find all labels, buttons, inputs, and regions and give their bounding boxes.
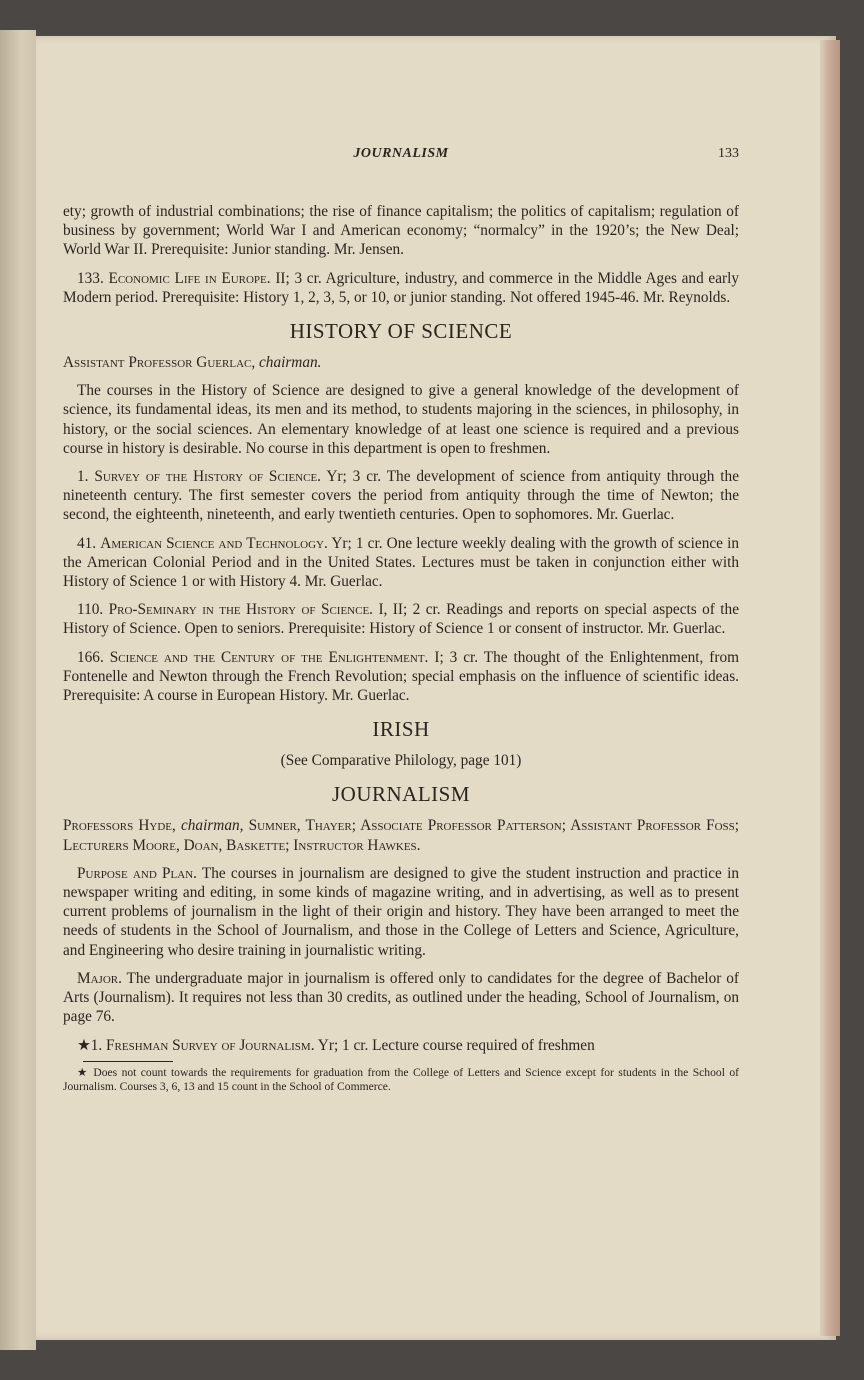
chair-name: Assistant Professor Guerlac,	[63, 354, 256, 372]
paragraph-continuation: ety; growth of industrial combinations; the rise of finance capitalism; the politics of capitalism; regulation of business by government; World War I and American economy; “normalcy” in the 1920’s; the New Deal; World War II. Prerequisite: Junior standing. Mr. Jensen.	[63, 203, 739, 259]
footnote	[63, 1066, 739, 1094]
chair-role: chairman.	[259, 354, 322, 372]
department-chair	[63, 353, 739, 372]
course-description: I; 3 cr. The thought of the Enlightenment, from Fontenelle and Newton through the French Revolution; special emphasis on the influence of scientific ideas. Prerequisite: A course in European History. Mr. Guerlac.	[63, 648, 740, 705]
course-number: 166.	[77, 648, 104, 666]
footnote-divider	[83, 1061, 173, 1062]
chair-role: chairman,	[180, 817, 244, 835]
course-number: ★1.	[77, 1036, 103, 1054]
course-description: Yr; 3 cr. The development of science from antiquity through the nineteenth century. The first semester covers the period from antiquity through the time of Newton; the second, the eighteenth, nineteenth, and early twentieth centuries. Open to sophomores. Mr. Guerlac.	[63, 468, 739, 524]
course-entry-166	[63, 648, 739, 706]
department-staff	[63, 816, 739, 854]
footnote-star: ★	[77, 1065, 89, 1079]
course-number: 133.	[77, 269, 104, 287]
major-label: Major.	[77, 969, 122, 987]
course-entry-110	[63, 600, 739, 638]
course-title: Survey of the History of Science.	[94, 468, 321, 486]
facing-page-edge	[0, 30, 36, 1350]
course-description: I, II; 2 cr. Readings and reports on special aspects of the History of Science. Open to seniors. Prerequisite: History of Science 1 or consent of instructor. Mr. Guerlac.	[63, 601, 739, 638]
section-heading-irish: IRISH	[372, 717, 430, 742]
running-title: JOURNALISM	[353, 146, 449, 161]
course-entry-41	[63, 534, 739, 592]
major-text: The undergraduate major in journalism is offered only to candidates for the degree of Bachelor of Arts (Journalism). It requires not less than 30 credits, as outlined under the heading, School of Journalism, on page 76.	[63, 969, 739, 1026]
course-number: 110.	[77, 601, 104, 619]
purpose-text: The courses in journalism are designed to give the student instruction and practice in newspaper writing and editing, in some kinds of magazine writing, and in advertising, as well as to present current problems of journalism in the light of their origin and history. They have been arranged to meet the needs of students in the School of Journalism, and those in the College of Letters and Science, Agriculture, and Engineering who desire training in journalistic writing.	[63, 864, 739, 959]
purpose-and-plan	[63, 864, 739, 960]
course-number: 41.	[77, 534, 97, 552]
page-number: 133	[718, 146, 739, 161]
course-title: Freshman Survey of Journalism.	[106, 1036, 315, 1054]
staff-list-rest: Sumner, Thayer; Associate Professor Patterson; Assistant Professor Foss; Lecturers Moore, Doan, Baskette; Instructor Hawkes.	[63, 817, 740, 854]
course-description: Yr; 1 cr. Lecture course required of freshmen	[317, 1036, 595, 1054]
course-description: Yr; 1 cr. One lecture weekly dealing with the growth of science in the American Colonial Period and in the United States. Lectures must be taken in conjunction either with History of Science 1 or with History 4. Mr. Guerlac.	[63, 534, 739, 591]
footnote-text: Does not count towards the requirements for graduation from the College of Letters and Science except for students in the School of Journalism. Courses 3, 6, 13 and 15 count in the School of Commerce.	[63, 1065, 739, 1093]
cross-reference-note: (See Comparative Philology, page 101)	[280, 752, 522, 770]
course-description: II; 3 cr. Agriculture, industry, and commerce in the Middle Ages and early Modern period. Prerequisite: History 1, 2, 3, 5, or 10, or junior standing. Not offered 1945-46. Mr. Reynolds.	[63, 269, 739, 306]
course-title: American Science and Technology.	[100, 534, 328, 552]
course-number: 1.	[77, 468, 89, 486]
staff-list-start: Professors Hyde,	[63, 817, 176, 835]
course-entry-133	[63, 269, 739, 307]
section-heading-history-of-science: HISTORY OF SCIENCE	[289, 319, 513, 344]
running-head	[63, 146, 739, 166]
page-stack-edge	[820, 40, 840, 1336]
purpose-label: Purpose and Plan.	[77, 864, 197, 882]
major-description	[63, 969, 739, 1027]
course-title: Economic Life in Europe.	[108, 269, 271, 287]
section-heading-journalism: JOURNALISM	[331, 782, 470, 807]
course-title: Science and the Century of the Enlightenment.	[109, 648, 429, 666]
course-entry-journalism-1	[63, 1036, 739, 1055]
department-intro: The courses in the History of Science are designed to give a general knowledge of the development of science, its fundamental ideas, its men and its method, to students majoring in the sciences, in philosophy, in history, or the social sciences. An elementary knowledge of at least one science is required and a previous course in history is desirable. No course in this department is open to freshmen.	[63, 382, 739, 457]
course-entry-1	[63, 467, 739, 525]
page-body	[63, 202, 739, 1103]
course-title: Pro-Seminary in the History of Science.	[108, 601, 374, 619]
